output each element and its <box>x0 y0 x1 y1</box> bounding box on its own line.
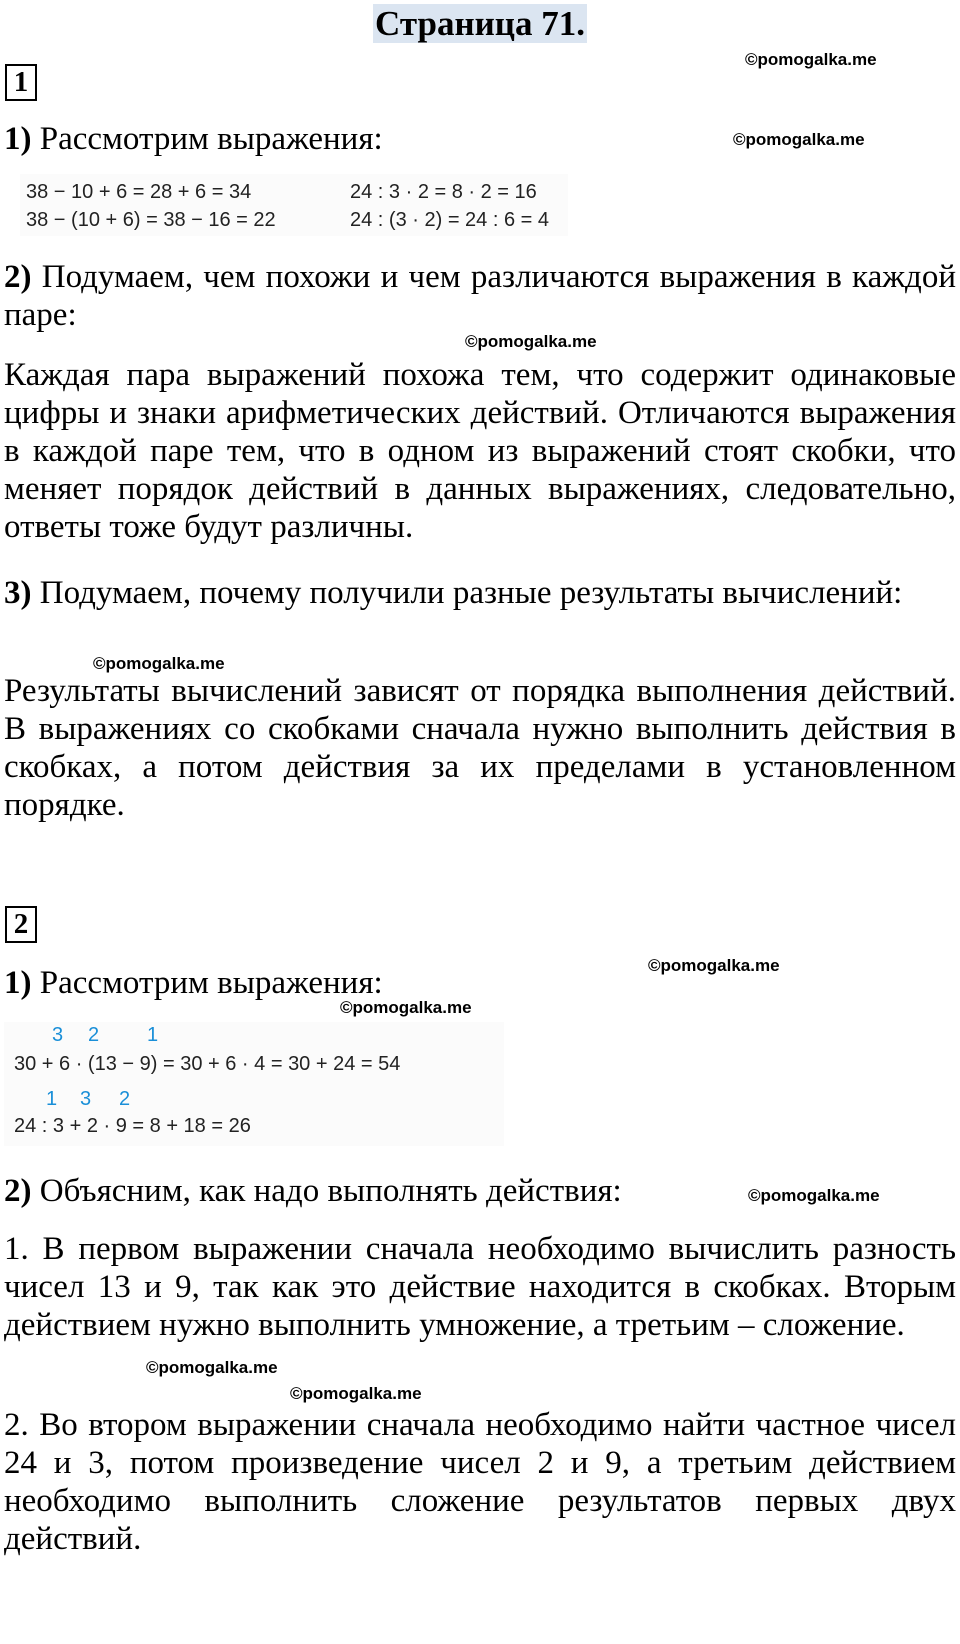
watermark: ©pomogalka.me <box>745 50 877 69</box>
task2-step1: 1) Рассмотрим выражения: <box>4 965 383 1001</box>
page-title: Страница 71. <box>375 4 585 43</box>
task-number-box: 2 <box>5 906 37 943</box>
task2-paragraph-2: 2. Во втором выражении сначала необходимо найти частное чисел 24 и 3, потом произведение чисел 2 и 9, а третьим действием необходимо выполнить сложение результатов первых двух действий. <box>4 1407 956 1557</box>
watermark: ©pomogalka.me <box>93 654 225 673</box>
task1-step1: 1) Рассмотрим выражения: <box>4 121 383 157</box>
task1-step3: 3) Подумаем, почему получили разные результаты вычислений: <box>4 575 903 611</box>
action-order-number: 3 <box>52 1024 64 1046</box>
watermark: ©pomogalka.me <box>340 998 472 1017</box>
task2-expressions-image <box>4 1022 504 1146</box>
expression: 24 : 3 · 2 = 8 · 2 = 16 <box>350 181 537 203</box>
task1-step2: 2) Подумаем, чем похожи и чем различаются выражения в каждой паре: <box>4 259 956 333</box>
watermark: ©pomogalka.me <box>465 332 597 351</box>
expression: 38 − 10 + 6 = 28 + 6 = 34 <box>26 181 252 203</box>
watermark: ©pomogalka.me <box>748 1186 880 1205</box>
action-order-number: 2 <box>88 1024 100 1046</box>
task2-step2: 2) Объясним, как надо выполнять действия: <box>4 1173 622 1209</box>
action-order-number: 2 <box>119 1088 131 1110</box>
task1-expressions-image <box>20 174 568 236</box>
action-order-number: 1 <box>147 1024 159 1046</box>
watermark: ©pomogalka.me <box>146 1358 278 1377</box>
expression: 38 − (10 + 6) = 38 − 16 = 22 <box>26 209 276 231</box>
task-number-box: 1 <box>5 64 37 101</box>
expression: 24 : (3 · 2) = 24 : 6 = 4 <box>350 209 550 231</box>
action-order-number: 3 <box>80 1088 92 1110</box>
task1-step3-answer: Результаты вычислений зависят от порядка выполнения действий. В выражениях со скобками сначала нужно выполнить действия в скобках, а потом действия за их пределами в установленном порядке. <box>4 673 956 823</box>
watermark: ©pomogalka.me <box>733 130 865 149</box>
task1-step2-answer: Каждая пара выражений похожа тем, что содержит одинаковые цифры и знаки арифметических действий. Отличаются выражения в каждой паре тем, что в одном из выражений стоят скобки, что меняет порядок действий в данных выражениях, следовательно, ответы тоже будут различны. <box>4 357 956 545</box>
task2-paragraph-1: 1. В первом выражении сначала необходимо вычислить разность чисел 13 и 9, так как это действие находится в скобках. Вторым действием нужно выполнить умножение, а третьим – сложение. <box>4 1231 956 1343</box>
expression: 30 + 6 · (13 − 9) = 30 + 6 · 4 = 30 + 24 = 54 <box>14 1053 401 1075</box>
watermark: ©pomogalka.me <box>648 956 780 975</box>
watermark: ©pomogalka.me <box>290 1384 422 1403</box>
action-order-number: 1 <box>46 1088 58 1110</box>
expression: 24 : 3 + 2 · 9 = 8 + 18 = 26 <box>14 1115 251 1137</box>
